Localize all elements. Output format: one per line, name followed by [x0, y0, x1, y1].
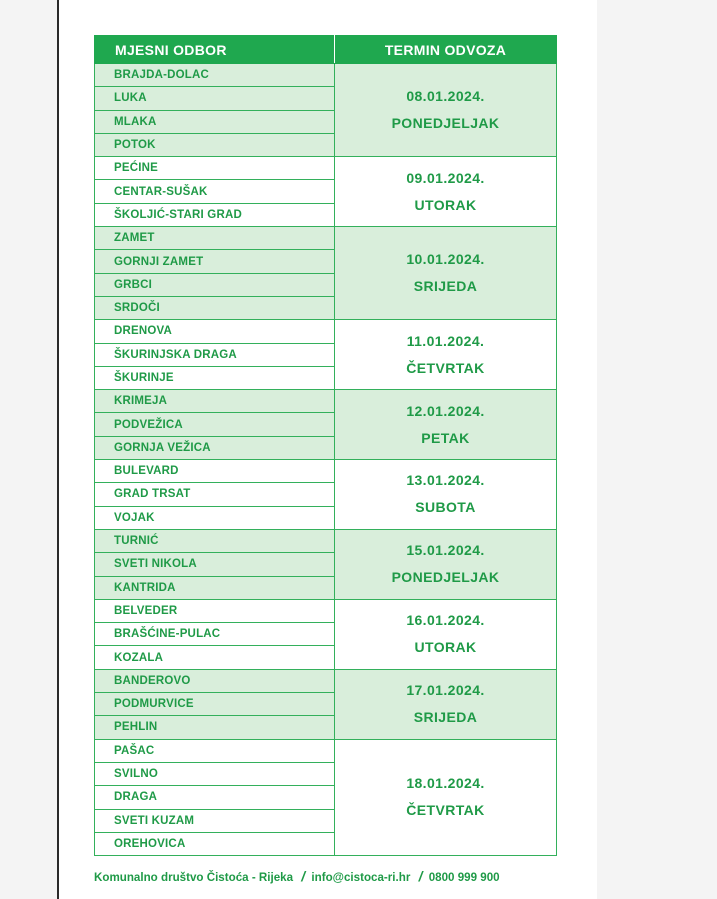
area-name: OREHOVICA [95, 832, 335, 855]
area-name: POTOK [95, 133, 335, 156]
area-name: SVILNO [95, 762, 335, 785]
table-row [95, 739, 557, 762]
area-name: BRAŠĆINE-PULAC [95, 623, 335, 646]
area-name: PEHLIN [95, 716, 335, 739]
header-date: TERMIN ODVOZA [335, 36, 557, 64]
area-name: ŠKURINJSKA DRAGA [95, 343, 335, 366]
collection-date-cell [335, 320, 557, 390]
collection-weekday: PONEDJELJAK [391, 569, 500, 586]
area-name: PODMURVICE [95, 693, 335, 716]
table-row [95, 157, 557, 180]
collection-date-cell [335, 157, 557, 227]
collection-date-cell [335, 739, 557, 855]
collection-weekday: SRIJEDA [413, 709, 478, 726]
area-name: GRAD TRSAT [95, 483, 335, 506]
area-name: PAŠAC [95, 739, 335, 762]
area-name: GORNJA VEŽICA [95, 436, 335, 459]
footer-phone: 0800 999 900 [428, 871, 500, 884]
collection-date: 11.01.2024. [406, 332, 485, 349]
collection-schedule-table [94, 35, 557, 856]
collection-date-cell [335, 460, 557, 530]
footer [94, 868, 564, 884]
collection-weekday: ČETVRTAK [406, 359, 485, 376]
footer-company: Komunalno društvo Čistoća - Rijeka [94, 871, 294, 884]
area-name: ŠKOLJIĆ-STARI GRAD [95, 203, 335, 226]
table-row [95, 460, 557, 483]
collection-date: 08.01.2024. [406, 88, 485, 105]
footer-email: info@cistoca-ri.hr [311, 871, 411, 884]
area-name: GORNJI ZAMET [95, 250, 335, 273]
collection-weekday: UTORAK [414, 639, 477, 656]
table-row [95, 227, 557, 250]
collection-date: 15.01.2024. [406, 542, 485, 559]
area-name: CENTAR-SUŠAK [95, 180, 335, 203]
collection-weekday: UTORAK [414, 196, 477, 213]
area-name: BANDEROVO [95, 669, 335, 692]
table-row [95, 529, 557, 552]
area-name: KRIMEJA [95, 390, 335, 413]
area-name: SVETI KUZAM [95, 809, 335, 832]
area-name: MLAKA [95, 110, 335, 133]
collection-weekday: SRIJEDA [413, 278, 478, 295]
area-name: ZAMET [95, 227, 335, 250]
area-name: SVETI NIKOLA [95, 553, 335, 576]
collection-date-cell [335, 64, 557, 157]
collection-weekday: PONEDJELJAK [391, 115, 500, 132]
collection-weekday: PETAK [421, 429, 470, 446]
collection-date: 13.01.2024. [406, 472, 485, 489]
collection-date-cell [335, 529, 557, 599]
area-name: ŠKURINJE [95, 366, 335, 389]
area-name: PODVEŽICA [95, 413, 335, 436]
area-name: GRBCI [95, 273, 335, 296]
table-row [95, 320, 557, 343]
table-row [95, 599, 557, 622]
area-name: BELVEDER [95, 599, 335, 622]
footer-separator: / [418, 868, 423, 884]
area-name: TURNIĆ [95, 529, 335, 552]
table-row [95, 64, 557, 87]
area-name: KANTRIDA [95, 576, 335, 599]
table-row [95, 390, 557, 413]
area-name: LUKA [95, 87, 335, 110]
collection-weekday: SUBOTA [415, 499, 476, 516]
collection-date: 16.01.2024. [406, 612, 485, 629]
area-name: BULEVARD [95, 460, 335, 483]
area-name: DRENOVA [95, 320, 335, 343]
collection-date-cell [335, 669, 557, 739]
area-name: BRAJDA-DOLAC [95, 64, 335, 87]
collection-date: 12.01.2024. [406, 402, 485, 419]
collection-date: 17.01.2024. [406, 682, 485, 699]
header-area: MJESNI ODBOR [95, 36, 335, 64]
table-body [95, 64, 557, 856]
collection-date: 10.01.2024. [406, 251, 485, 268]
area-name: PEĆINE [95, 157, 335, 180]
area-name: KOZALA [95, 646, 335, 669]
collection-date-cell [335, 227, 557, 320]
collection-date-cell [335, 390, 557, 460]
footer-separator: / [301, 868, 306, 884]
table-header-row [95, 36, 557, 64]
area-name: DRAGA [95, 786, 335, 809]
table-row [95, 669, 557, 692]
collection-date: 09.01.2024. [406, 169, 485, 186]
area-name: SRDOČI [95, 296, 335, 319]
collection-date-cell [335, 599, 557, 669]
collection-weekday: ČETVRTAK [406, 802, 485, 819]
collection-date: 18.01.2024. [406, 775, 485, 792]
area-name: VOJAK [95, 506, 335, 529]
